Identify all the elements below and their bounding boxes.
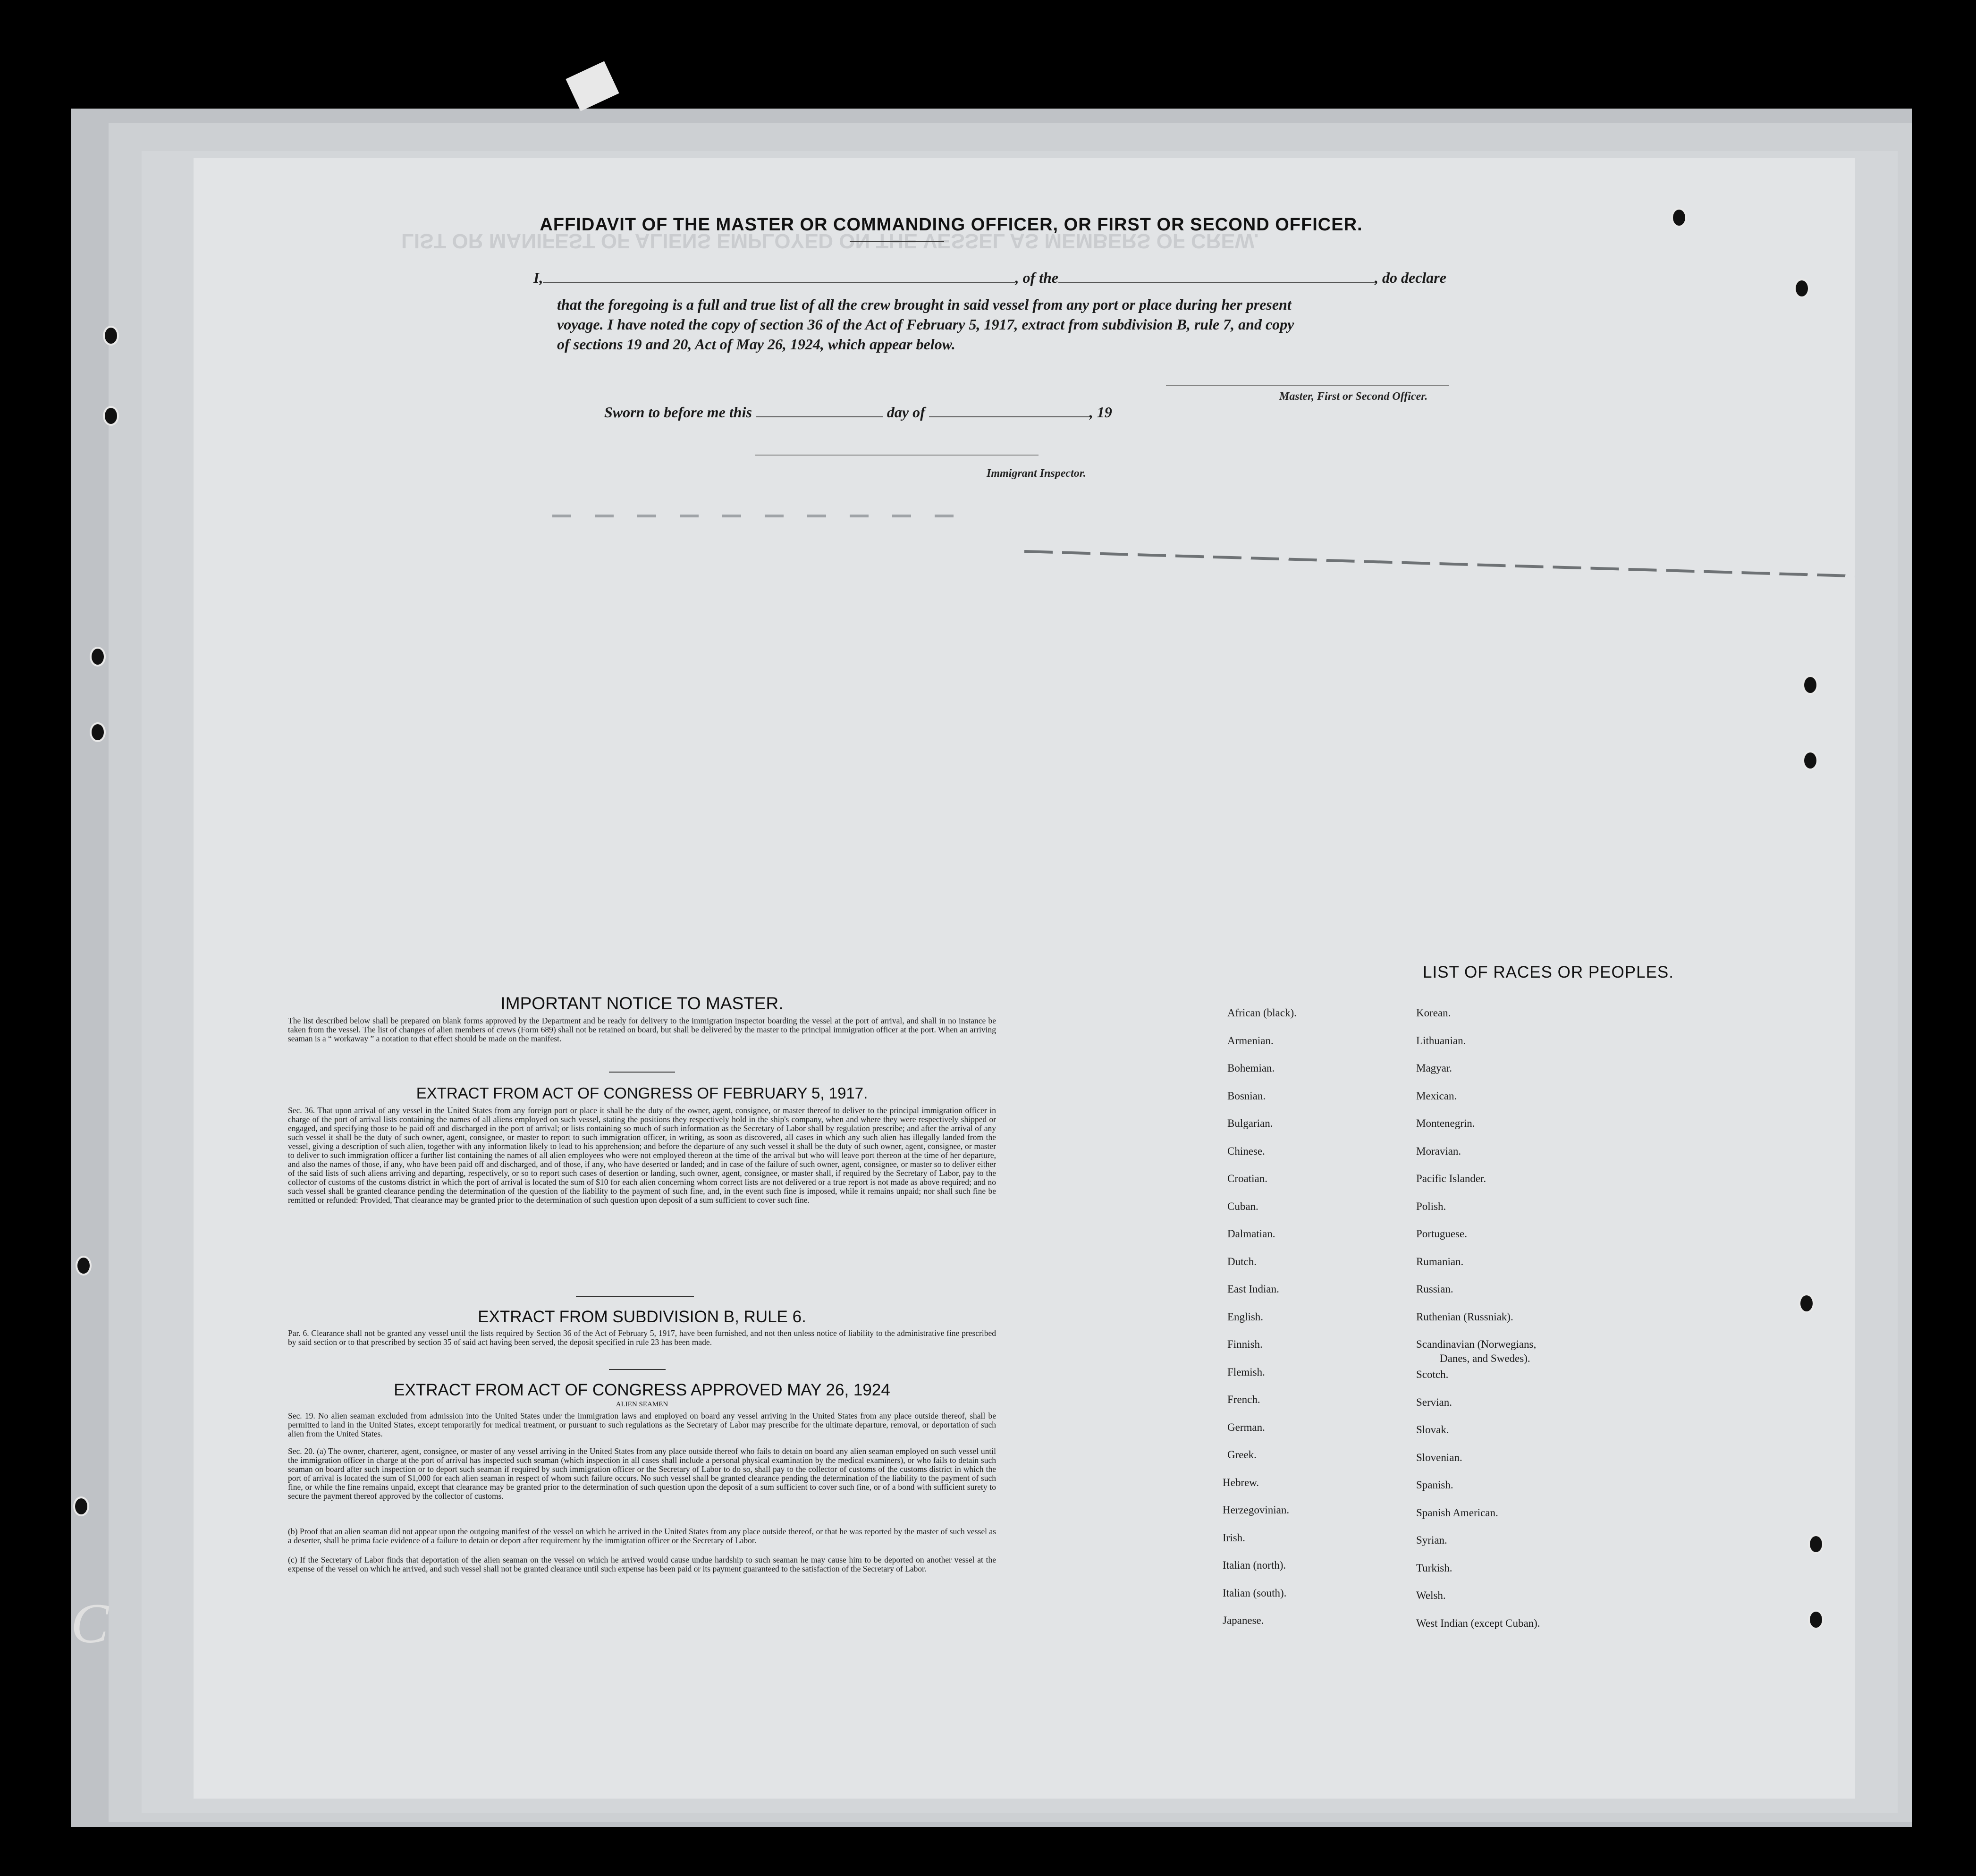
race-item: German. (1227, 1421, 1265, 1433)
race-item: Japanese. (1223, 1614, 1264, 1626)
race-item: African (black). (1227, 1007, 1297, 1019)
race-item: Herzegovinian. (1223, 1504, 1290, 1516)
affidavit-line-4: of sections 19 and 20, Act of May 26, 1924, which appear below. (557, 336, 955, 353)
divider (609, 1072, 675, 1073)
subdivision-title: EXTRACT FROM SUBDIVISION B, RULE 6. (478, 1308, 806, 1326)
race-item: Welsh. (1416, 1589, 1446, 1601)
bleed-through-marks (552, 515, 977, 517)
inspector-caption: Immigrant Inspector. (987, 467, 1086, 480)
race-item: Scotch. (1416, 1369, 1449, 1380)
binding-hole (1808, 1610, 1824, 1630)
race-item: Chinese. (1227, 1145, 1265, 1157)
affidavit-line-2: that the foregoing is a full and true list of all the crew brought in said vessel from any port or place during her present (557, 296, 1292, 313)
binding-hole (1802, 751, 1818, 770)
race-item: Bohemian. (1227, 1062, 1275, 1074)
master-caption: Master, First or Second Officer. (1279, 390, 1428, 403)
race-item: Rumanian. (1416, 1255, 1464, 1268)
subdivision-body: Par. 6. Clearance shall not be granted any vessel until the lists required by Section 36 of the Act of February 5, 1917, have been furnished, and not then unless notice of liability to the administrative fine prescribed by said section or to that prescribed by section 35 of said act having been served, the deposit specified in rule 23 has been made. (288, 1328, 996, 1347)
race-item: Turkish. (1416, 1562, 1452, 1574)
extract-1924-body-3: (b) Proof that an alien seaman did not appear upon the outgoing manifest of the vessel on which he arrived in the United States from any place outside thereof, or that he was reported by the master of such vessel as a deserter, shall be prima facie evidence of a failure to detain or deport after requirement by the immigration officer or the Secretary of Labor. (288, 1527, 996, 1545)
binding-hole (1808, 1534, 1824, 1554)
handwritten-mark: C (71, 1592, 109, 1655)
races-title: LIST OF RACES OR PEOPLES. (1422, 963, 1674, 981)
divider (609, 1369, 666, 1370)
binding-hole (1799, 1293, 1815, 1313)
race-item: Servian. (1416, 1396, 1452, 1408)
race-item: East Indian. (1227, 1283, 1279, 1295)
sworn-label: Sworn to before me this (604, 404, 752, 421)
document-page (194, 158, 1855, 1799)
race-item: Montenegrin. (1416, 1117, 1475, 1129)
binding-hole (103, 326, 119, 346)
extract-1917-body: Sec. 36. That upon arrival of any vessel in the United States from any foreign port or place it shall be the duty of the owner, agent, consignee, or master thereof to deliver to the principal immigration officer in charge of the port of arrival lists containing the names of all aliens employed on such vessel, stating the positions they respectively hold in the ship's company, when and where they were respectively shipped or engaged, and specifying those to be paid off and discharged in the port of arrival; or lists containing so much of such information as the Secretary of Labor shall by regulation prescribe; and after the arrival of any such vessel it shall be the duty of such owner, agent, consignee, or master to report to such immigration officer, in writing, as soon as discovered, all cases in which any such alien has illegally landed from the vessel, giving a description of such alien, together with any information likely to lead to his apprehension; and before the departure of any such vessel it shall be the duty of such owner, agent, consignee, or master to deliver to such immigration officer a further list containing the names of all alien employees who were not employed thereon at the time of the arrival but who will leave port thereon at the time of her departure, and also the names of those, if any, who have been paid off and discharged, and of those, if any, who have deserted or landed; and in case of the failure of such owner, agent, consignee, or master so to deliver either of the said lists of such aliens arriving and departing, respectively, or so to report such cases of desertion or landing, such owner, agent, consignee, or master shall, if required by the Secretary of Labor, pay to the collector of customs of the customs district in which the port of arrival is located the sum of $10 for each alien concerning whom correct lists are not delivered or a true report is not made as above required; and no such vessel shall be granted clearance pending the determination of the question of the liability to the payment of such fine, and, in the event such fine is imposed, while it remains unpaid; nor shall such fine be remitted or refunded: Provided, That clearance may be granted prior to the determination of such question upon deposit of a sum sufficient to cover such fine. (288, 1106, 996, 1205)
extract-1917-title: EXTRACT FROM ACT OF CONGRESS OF FEBRUARY 5, 1917. (416, 1084, 868, 1102)
race-item: Ruthenian (Russniak). (1416, 1310, 1513, 1323)
race-item: Armenian. (1227, 1034, 1274, 1047)
race-item: Russian. (1416, 1283, 1453, 1295)
race-item: Bosnian. (1227, 1090, 1266, 1102)
bleed-through-marks (1024, 550, 1855, 577)
race-item: Italian (north). (1223, 1559, 1286, 1571)
race-item: Polish. (1416, 1200, 1446, 1212)
binding-hole (1671, 208, 1687, 228)
race-item: Portuguese. (1416, 1228, 1467, 1240)
divider (576, 1296, 694, 1297)
inspector-signature-line (755, 455, 1039, 456)
race-item: Bulgarian. (1227, 1117, 1273, 1129)
race-item: West Indian (except Cuban). (1416, 1617, 1540, 1629)
race-item: Spanish American. (1416, 1506, 1498, 1519)
signature-line (1166, 385, 1449, 386)
affidavit-of-the: , of the (1015, 269, 1058, 286)
extract-1924-body-1: Sec. 19. No alien seaman excluded from admission into the United States under the immigration laws and employed on board any vessel arriving in the United States from any place outside thereof, shall be permitted to land in the United States, except temporarily for medical treatment, or pursuant to such regulations as the Secretary of Labor may prescribe for the ultimate departure, removal, or deportation of such alien from the United States. (288, 1411, 996, 1438)
race-item: Magyar. (1416, 1062, 1452, 1074)
race-item: Korean. (1416, 1007, 1451, 1019)
race-item: Hebrew. (1223, 1476, 1259, 1488)
race-item: Lithuanian. (1416, 1034, 1466, 1047)
extract-1924-body-4: (c) If the Secretary of Labor finds that deportation of the alien seaman on the vessel on which he arrived would cause undue hardship to such seaman he may cause him to be deported on another vessel at the expense of the vessel on which he arrived, and such vessel shall not be granted clearance until such expense has been paid or its payment guaranteed to the satisfaction of the Secretary of Labor. (288, 1555, 996, 1573)
race-item: Finnish. (1227, 1338, 1263, 1350)
extract-1924-body-2: Sec. 20. (a) The owner, charterer, agent, consignee, or master of any vessel arriving in the United States from any place outside thereof who fails to detain on board any alien seaman employed on such vessel until the immigration officer in charge at the port of arrival has inspected such seaman (which inspection in all cases shall include a personal physical examination by the medical examiners), or who fails to detain such seaman on board after such inspection or to deport such seaman if required by such immigration officer or the Secretary of Labor to do so, shall pay to the collector of customs of the customs district in which the port of arrival is located the sum of $1,000 for each alien seaman in respect of whom such failure occurs. No such vessel shall be granted clearance pending the determination of the liability to the payment of such fine, or while the fine remains unpaid, except that clearance may be granted prior to the determination of such question upon the deposit of a sum sufficient to cover such fine, or of a bond with sufficient surety to secure the payment thereof approved by the collector of customs. (288, 1446, 996, 1501)
race-item: Dalmatian. (1227, 1228, 1275, 1240)
divider (850, 241, 944, 242)
affidavit-line-3: voyage. I have noted the copy of section 36 of the Act of February 5, 1917, extract from subdivision B, rule 7, and copy (557, 316, 1294, 333)
binding-hole (90, 722, 106, 742)
binding-hole (76, 1256, 92, 1276)
sworn-line (604, 404, 1112, 421)
affidavit-line-1 (533, 269, 1446, 287)
binding-hole (1802, 675, 1818, 695)
race-item: Mexican. (1416, 1090, 1457, 1102)
race-item: Irish. (1223, 1531, 1245, 1544)
notice-title: IMPORTANT NOTICE TO MASTER. (500, 994, 784, 1013)
notice-body: The list described below shall be prepared on blank forms approved by the Department and be ready for delivery to the immigration inspector boarding the vessel at the port of arrival, and shall in no instance be taken from the vessel. The list of changes of alien members of crews (Form 689) shall not be retained on board, but shall be delivered by the master to the principal immigration officer at the port. When an arriving seaman is a “ workaway ” a notation to that effect should be made on the manifest. (288, 1016, 996, 1043)
binding-hole (1794, 279, 1810, 298)
race-item: Moravian. (1416, 1145, 1461, 1157)
race-item: Pacific Islander. (1416, 1173, 1486, 1184)
bleed-through-text: LIST OR MANIFEST OF ALIENS EMPLOYED ON THE VESSEL AS MEMBERS OF CREW. (401, 229, 1259, 253)
extract-1924-title: EXTRACT FROM ACT OF CONGRESS APPROVED MAY 26, 1924 (394, 1381, 890, 1399)
race-item: French. (1227, 1394, 1260, 1405)
race-item: Scandinavian (Norwegians, (1416, 1338, 1537, 1350)
race-item: Greek. (1227, 1449, 1257, 1461)
race-item: Dutch. (1227, 1255, 1257, 1268)
affidavit-title: AFFIDAVIT OF THE MASTER OR COMMANDING OFFICER, OR FIRST OR SECOND OFFICER. (540, 215, 1363, 235)
extract-1924-subtitle: ALIEN SEAMEN (616, 1401, 668, 1408)
race-item: Flemish. (1227, 1366, 1265, 1378)
year-label: , 19 (1089, 404, 1112, 421)
race-item: Slovenian. (1416, 1451, 1462, 1463)
race-item: Syrian. (1416, 1534, 1447, 1546)
binding-hole (103, 406, 119, 426)
race-item: Cuban. (1227, 1200, 1258, 1212)
race-item: Spanish. (1416, 1479, 1453, 1491)
paper-tab (566, 61, 619, 111)
binding-hole (90, 647, 106, 667)
race-item: Slovak. (1416, 1424, 1449, 1436)
binding-hole (73, 1496, 89, 1516)
day-of-label: day of (887, 404, 925, 421)
race-item: Italian (south). (1223, 1587, 1287, 1599)
affidavit-i: I, (533, 269, 543, 286)
race-item: Croatian. (1227, 1173, 1267, 1184)
affidavit-declare: , do declare (1375, 269, 1446, 286)
race-item: Danes, and Swedes). (1440, 1352, 1530, 1364)
race-item: English. (1227, 1310, 1264, 1323)
